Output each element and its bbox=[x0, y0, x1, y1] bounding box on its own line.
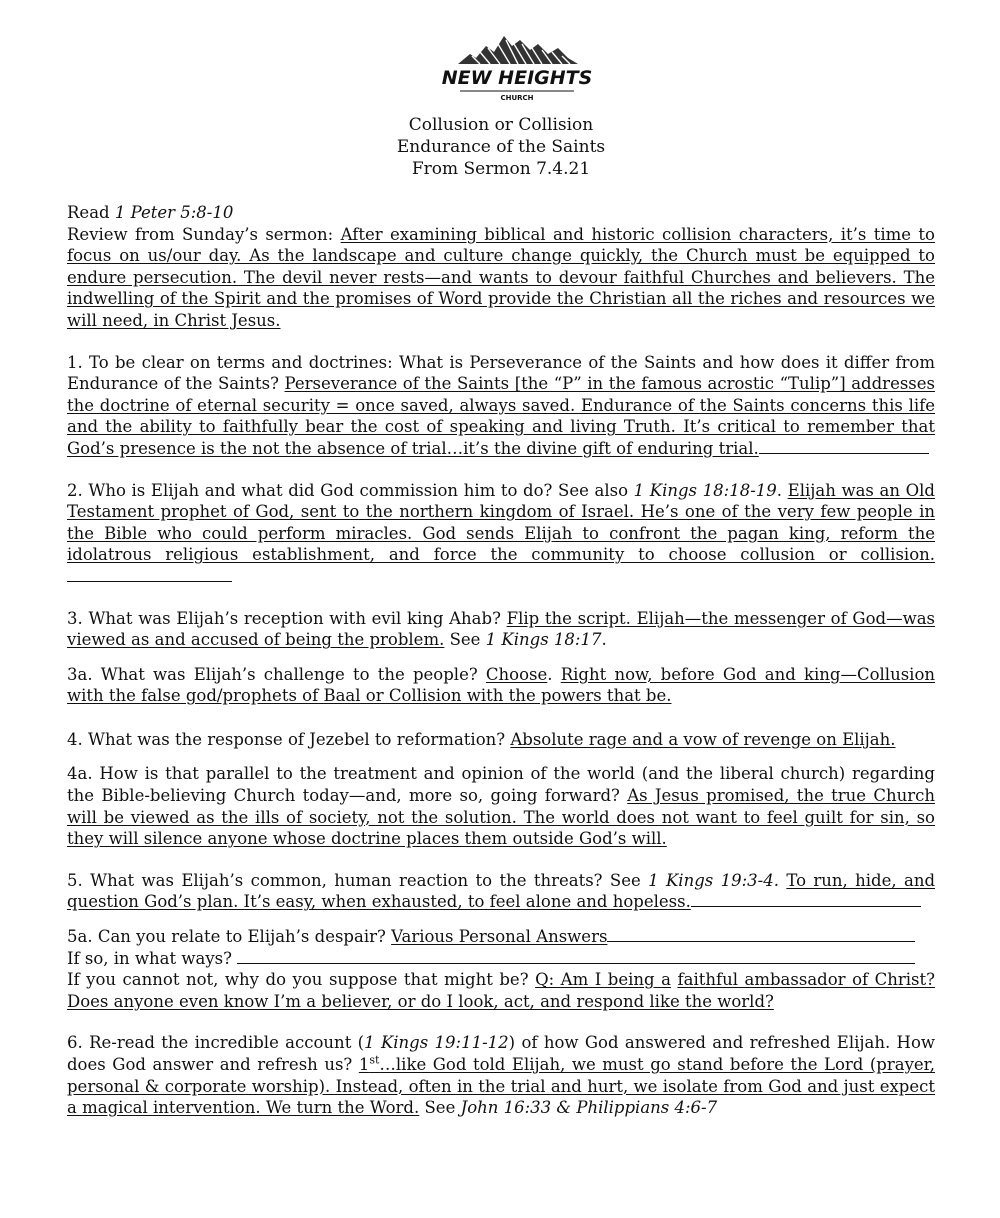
q5a-ways-blank bbox=[237, 962, 915, 964]
lesson-title: Collusion or Collision bbox=[408, 115, 594, 135]
q2-question: 2. Who is Elijah and what did God commission him to do? See also bbox=[67, 480, 634, 500]
q3-end: . bbox=[601, 630, 607, 650]
q3a-question: 3a. What was Elijah’s challenge to the people? bbox=[67, 664, 486, 684]
sermon-source: From Sermon 7.4.21 bbox=[411, 159, 591, 179]
q4-answer: Absolute rage and a vow of revenge on Elijah. bbox=[510, 729, 896, 749]
q5a-ways-label: If so, in what ways? bbox=[67, 948, 238, 968]
question-2 bbox=[67, 480, 935, 588]
q6-answer-num: 1 bbox=[358, 1055, 370, 1074]
q3a-sep: . bbox=[547, 664, 561, 684]
question-6 bbox=[67, 1032, 935, 1118]
q5a-why-answer-a: Q: Am I being a bbox=[535, 970, 671, 990]
question-5a bbox=[67, 926, 935, 948]
review-paragraph bbox=[67, 224, 935, 332]
q5a-answer-blank bbox=[607, 940, 915, 942]
q4a-question: 4a. How is that parallel to the treatment and opinion of the world (and the liberal church) regarding the Bible-believing Church today—and, more so, going forward? bbox=[67, 764, 935, 806]
q3-reference: 1 Kings 18:17 bbox=[485, 630, 602, 650]
q5-question: 5. What was Elijah’s common, human reaction to the threats? See bbox=[67, 870, 649, 890]
q3a-answer-choose: Choose bbox=[485, 664, 548, 684]
q2-ref-punct: . bbox=[776, 480, 788, 500]
review-answer: After examining biblical and historic collision characters, it’s time to focus on us/our day. As the landscape and culture change quickly, the Church must be equipped to endure persecution. The devil never rests—and wants to devour faithful Churches and believers. The indwelling of the Spirit and the promises of Word provide the Christian all the riches and resources we will need, in Christ Jesus. bbox=[67, 224, 935, 330]
q5-answer-blank bbox=[691, 905, 921, 907]
q3-answer: Flip the script. Elijah—the messenger of God—was viewed as and accused of being the problem. bbox=[67, 608, 935, 650]
q5-answer: To run, hide, and question God’s plan. It’s easy, when exhausted, to feel alone and hopeless. bbox=[67, 870, 936, 912]
church-logo bbox=[441, 30, 593, 104]
read-line bbox=[67, 202, 935, 224]
q6-question-b: ) of how God answered and refreshed Elijah. How does God answer and refresh us? bbox=[67, 1033, 935, 1074]
q4-question: 4. What was the response of Jezebel to reformation? bbox=[67, 729, 511, 749]
logo-wordmark: NEW HEIGHTS bbox=[441, 67, 593, 89]
q3-question: 3. What was Elijah’s reception with evil king Ahab? bbox=[67, 608, 507, 628]
title-block bbox=[67, 114, 935, 180]
q3-see: See bbox=[444, 630, 486, 650]
q1-answer-blank bbox=[759, 452, 929, 454]
lesson-subtitle: Endurance of the Saints bbox=[396, 137, 606, 157]
worksheet-body bbox=[67, 202, 935, 1119]
q6-reference: 1 Kings 19:11-12 bbox=[364, 1033, 509, 1053]
q5a-why-label: If you cannot not, why do you suppose that might be? bbox=[67, 970, 536, 990]
q1-answer: Perseverance of the Saints [the “P” in the famous acrostic “Tulip”] addresses the doctrine of eternal security = once saved, always saved. Endurance of the Saints concerns this life and the ability to faithfully bear the cost of speaking and living Truth. It’s critical to remember that God’s presence is the not the absence of trial…it’s the divine gift of enduring trial. bbox=[67, 374, 936, 458]
question-1 bbox=[67, 352, 935, 460]
question-3 bbox=[67, 608, 935, 651]
question-5 bbox=[67, 870, 935, 913]
q6-question-a: 6. Re-read the incredible account ( bbox=[67, 1033, 365, 1053]
q2-answer-blank bbox=[67, 580, 232, 582]
q6-see: See bbox=[419, 1098, 461, 1118]
q2-reference: 1 Kings 18:18-19 bbox=[633, 480, 777, 500]
question-5a-ways bbox=[67, 948, 935, 970]
q6-answer-number bbox=[359, 1055, 380, 1074]
q2-answer: Elijah was an Old Testament prophet of God, sent to the northern kingdom of Israel. He’s one of the very few people in the Bible who could perform miracles. God sends Elijah to confront the pagan king, reform the idolatrous religious establishment, and force the community to choose collusion or collision. bbox=[67, 480, 935, 565]
q4a-answer: As Jesus promised, the true Church will be viewed as the ills of society, not the solution. The world does not want to feel guilt for sin, so they will silence anyone whose doctrine places them outside God’s will. bbox=[67, 786, 935, 849]
question-4 bbox=[67, 729, 935, 751]
question-4a bbox=[67, 763, 935, 849]
q1-question: 1. To be clear on terms and doctrines: What is Perseverance of the Saints and how does it differ from Endurance of the Saints? bbox=[67, 352, 935, 394]
question-3a bbox=[67, 664, 935, 707]
q6-see-reference: John 16:33 & Philippians 4:6-7 bbox=[460, 1098, 718, 1118]
read-reference: 1 Peter 5:8-10 bbox=[114, 203, 234, 222]
logo-subtext: CHURCH bbox=[500, 94, 534, 102]
question-5a-why bbox=[67, 969, 935, 1012]
q5a-why-answer-b: faithful ambassador of Christ? Does anyone even know I’m a believer, or do I look, act, and respond like the world? bbox=[67, 970, 935, 1011]
q5-reference: 1 Kings 19:3-4. bbox=[648, 870, 779, 890]
q6-answer-sup: st bbox=[369, 1053, 380, 1067]
mountain-range-logo-icon bbox=[441, 30, 593, 104]
q6-answer: …like God told Elijah, we must go stand before the Lord (prayer, personal & corporate worship). Instead, often in the trial and hurt, we isolate from God and just expect a magical intervention. We turn the Word. bbox=[67, 1055, 936, 1118]
read-label: Read bbox=[67, 203, 115, 222]
q5a-answer: Various Personal Answers bbox=[391, 927, 608, 947]
q5a-question: 5a. Can you relate to Elijah’s despair? bbox=[67, 927, 392, 947]
review-label: Review from Sunday’s sermon: bbox=[67, 224, 341, 244]
q3a-answer: Right now, before God and king—Collusion with the false god/prophets of Baal or Collision with the powers that be. bbox=[67, 664, 936, 706]
